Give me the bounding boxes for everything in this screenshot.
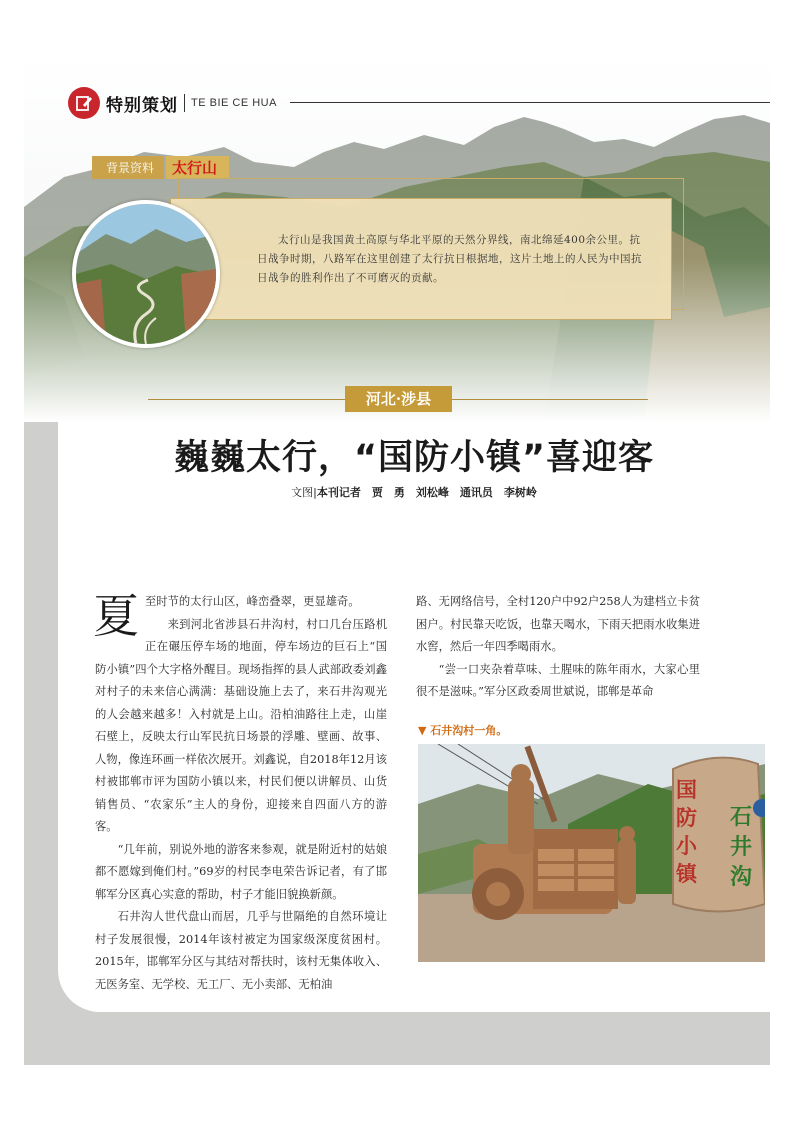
article-paragraph-text: 至时节的太行山区，峰峦叠翠，更显雄奇。 [145,595,360,608]
section-divider [184,94,185,112]
section-header [68,88,277,118]
background-tag-topic: 太行山 [166,156,229,179]
article-paragraph: “尝一口夹杂着草味、土腥味的陈年雨水，大家心里很不是滋味。”军分区政委周世斌说，邯郸是革命 [416,662,700,698]
background-tag-label: 背景资料 [92,156,164,179]
section-pinyin: TE BIE CE HUA [191,97,277,109]
article-right-column [416,591,700,704]
section-title: 特别策划 [106,95,178,116]
background-tag [92,155,229,179]
article-dropcap: 夏 [93,589,139,643]
byline-names: 本刊记者 贾 勇 刘松峰 通讯员 李树岭 [316,486,537,499]
article-paragraph: 石井沟人世代盘山而居，几乎与世隔绝的自然环境让村子发展很慢，2014年该村被定为国家级深度贫困村。2015年，邯郸军分区与其结对帮扶时，该村无集体收入、无医务室、无学校、无工厂、无小卖部、无柏油 [95,910,387,991]
photo-caption: ▼ 石井沟村一角。 [418,724,508,737]
rock-inscription-left-vertical: 国防小镇 [676,777,697,886]
article-paragraph [95,591,387,839]
article-paragraph-text: 来到河北省涉县石井沟村，村口几台压路机正在碾压停车场的地面，停车场边的巨石上“国防小镇”四个大字格外醒目。现场指挥的县人武部政委刘鑫对村子的未来信心满满：基础设施上去了，来石井沟观光的人会越来越多！入村就是上山。沿柏油路往上走，山崖石壁上，反映太行山军民抗日场景的浮雕、壁画、故事、人物，像连环画一样依次展开。刘鑫说，自2018年12月该村被邯郸市评为国防小镇以来，村民们便以讲解员、山货销售员、“农家乐”主人的身份，迎接来自四面八方的游客。 [95,617,387,833]
taihang-road-circle-photo [72,200,220,348]
article-headline: 巍巍太行，“国防小镇”喜迎客 [173,438,654,478]
byline-separator: | [313,486,317,499]
byline-prefix: 文图 [291,486,314,499]
section-rule [290,102,770,103]
rock-inscription-right-vertical: 石井沟 [730,804,753,890]
national-defense-town-photo [418,744,765,962]
article-left-column [95,591,387,996]
article-byline [58,484,770,500]
edit-pen-icon [68,87,100,119]
article-paragraph: 路、无网络信号，全村120户中92户258人为建档立卡贫困户。村民靠天吃饭，也靠天喝水，下雨天把雨水收集进水窖，然后一年四季喝雨水。 [416,595,700,653]
location-badge: 河北·涉县 [345,386,452,412]
background-info-box [170,198,672,320]
background-info-text: 太行山是我国黄土高原与华北平原的天然分界线，南北绵延400余公里。抗日战争时期，八路军在这里创建了太行抗日根据地，这片土地上的人民为中国抗日战争的胜利作出了不可磨灭的贡献。 [257,234,642,284]
article-paragraph: “几年前，别说外地的游客来参观，就是附近村的姑娘都不愿嫁到俺们村。”69岁的村民李电荣告诉记者，有了邯郸军分区真心实意的帮助，村子才能旧貌换新颜。 [95,842,387,901]
